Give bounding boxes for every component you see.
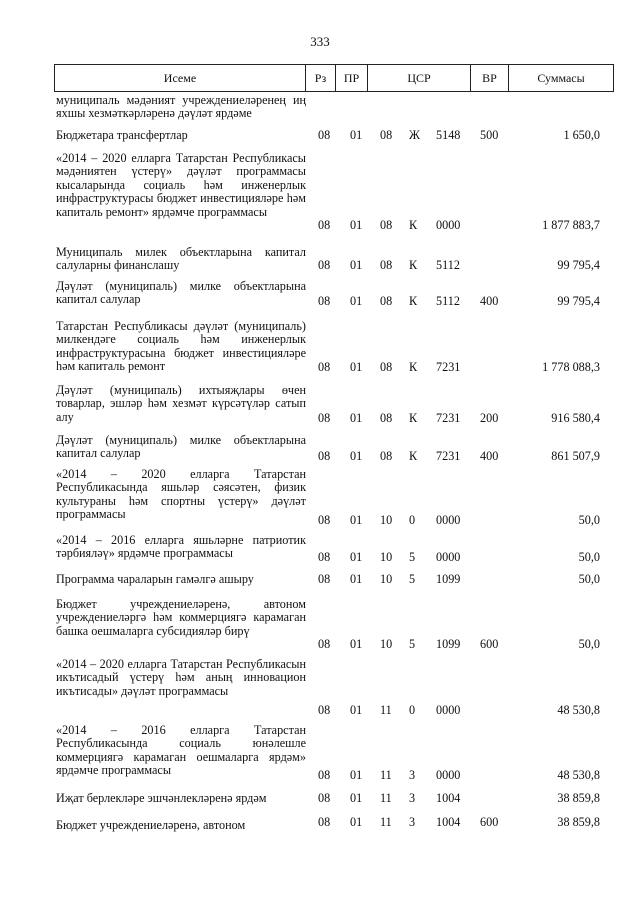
- row-csr-2: К: [409, 449, 418, 463]
- row-sum: 50,0: [578, 572, 600, 586]
- row-csr-1: 11: [380, 768, 392, 782]
- row-rz: 08: [318, 411, 331, 425]
- row-pr: 01: [350, 815, 363, 829]
- row-csr-2: К: [409, 258, 418, 272]
- row-rz: 08: [318, 449, 331, 463]
- row-csr-3: 0000: [436, 768, 461, 782]
- row-rz: 08: [318, 768, 331, 782]
- row-sum: 50,0: [578, 550, 600, 564]
- row-csr-2: 5: [409, 572, 416, 586]
- row-csr-1: 08: [380, 411, 393, 425]
- row-pr: 01: [350, 550, 363, 564]
- row-pr: 01: [350, 572, 363, 586]
- row-csr-1: 10: [380, 637, 393, 651]
- row-pr: 01: [350, 637, 363, 651]
- row-name: «2014 – 2020 елларга Татарстан Республикасы мәдәниятен үстерү» дәүләт программасы кысаларында социаль һәм инженерлык инфраструктурасы бюджет инвестицияләре һәм капиталь ремонт» ярдәмче программасы: [56, 151, 306, 219]
- row-sum: 38 859,8: [557, 815, 600, 829]
- row-csr-1: 08: [380, 218, 393, 232]
- row-csr-3: 0000: [436, 703, 461, 717]
- row-rz: 08: [318, 294, 331, 308]
- row-name: Муниципаль милек объектларына капитал салуларны финанслашу: [56, 245, 306, 273]
- row-sum: 38 859,8: [557, 791, 600, 805]
- row-name: Татарстан Республикасы дәүләт (муниципаль) милкендәге социаль һәм инженерлык инфраструктурасына бюджет инвестицияләре һәм капиталь ремонт: [56, 319, 306, 374]
- row-rz: 08: [318, 637, 331, 651]
- header-pr: ПР: [335, 65, 367, 91]
- row-pr: 01: [350, 768, 363, 782]
- row-rz: 08: [318, 572, 331, 586]
- row-pr: 01: [350, 128, 363, 142]
- row-vr: 400: [480, 449, 499, 463]
- row-sum: 861 507,9: [551, 449, 600, 463]
- row-csr-3: 0000: [436, 513, 461, 527]
- row-name: «2014 – 2020 елларга Татарстан Республикасын икътисадый үстерү һәм аның инновацион икътисады» дәүләт программасы: [56, 657, 306, 698]
- row-pr: 01: [350, 703, 363, 717]
- row-vr: 200: [480, 411, 499, 425]
- page-number: 333: [310, 34, 330, 49]
- row-name: Бюджет учреждениеләренә, автоном учреждениеләргә һәм коммерциягә карамаган башка оешмаларга субсидияләр бирү: [56, 597, 306, 638]
- row-csr-1: 08: [380, 128, 393, 142]
- row-csr-1: 11: [380, 703, 392, 717]
- row-name: Дәүләт (муниципаль) милке объектларына капитал салулар: [56, 433, 306, 461]
- row-csr-1: 08: [380, 449, 393, 463]
- table-header: [54, 64, 614, 92]
- row-pr: 01: [350, 791, 363, 805]
- row-pr: 01: [350, 513, 363, 527]
- row-name: Программа чараларын гамәлгә ашыру: [56, 572, 254, 586]
- row-csr-2: 5: [409, 637, 416, 651]
- row-csr-1: 10: [380, 513, 393, 527]
- row-vr: 600: [480, 815, 499, 829]
- row-name: Бюджетара трансфертлар: [56, 128, 188, 142]
- row-csr-2: 3: [409, 768, 416, 782]
- row-rz: 08: [318, 128, 331, 142]
- row-csr-3: 7231: [436, 360, 461, 374]
- row-csr-3: 5112: [436, 258, 460, 272]
- header-vr: ВР: [470, 65, 508, 91]
- row-name: «2014 – 2016 елларга яшьләрне патриотик тәрбияләү» ярдәмче программасы: [56, 533, 306, 561]
- row-csr-2: Ж: [409, 128, 420, 142]
- row-rz: 08: [318, 703, 331, 717]
- row-sum: 1 778 088,3: [542, 360, 600, 374]
- row-pr: 01: [350, 411, 363, 425]
- row-csr-2: К: [409, 294, 418, 308]
- row-rz: 08: [318, 791, 331, 805]
- row-rz: 08: [318, 258, 331, 272]
- row-name: Бюджет учреждениеләренә, автоном: [56, 818, 246, 832]
- row-csr-1: 10: [380, 572, 393, 586]
- row-name: «2014 – 2020 елларга Татарстан Республикасында яшьләр сәясәтен, физик культураны һәм спортны үстерү» дәүләт программасы: [56, 467, 306, 522]
- row-csr-2: К: [409, 218, 418, 232]
- row-csr-1: 10: [380, 550, 393, 564]
- row-sum: 1 650,0: [563, 128, 600, 142]
- row-pr: 01: [350, 360, 363, 374]
- row-sum: 48 530,8: [557, 768, 600, 782]
- row-rz: 08: [318, 550, 331, 564]
- row-csr-2: К: [409, 360, 418, 374]
- row-name: Дәүләт (муниципаль) ихтыяҗлары өчен товарлар, эшләр һәм хезмәт күрсәтүләр сатып алу: [56, 383, 306, 424]
- row-csr-2: К: [409, 411, 418, 425]
- row-rz: 08: [318, 360, 331, 374]
- row-name: муниципаль мәдәният учреждениеләренең иң яхшы хезмәткәрләренә дәүләт ярдәме: [56, 93, 306, 121]
- row-csr-3: 1004: [436, 791, 461, 805]
- row-name: «2014 – 2016 елларга Татарстан Республикасында социаль юнәлешле коммерциягә карамаган оешмаларга ярдәм» ярдәмче программасы: [56, 723, 306, 778]
- row-csr-2: 0: [409, 703, 416, 717]
- row-csr-3: 5148: [436, 128, 461, 142]
- row-csr-1: 11: [380, 815, 392, 829]
- row-csr-1: 08: [380, 360, 393, 374]
- row-csr-2: 0: [409, 513, 416, 527]
- row-vr: 600: [480, 637, 499, 651]
- header-sum: Суммасы: [508, 65, 613, 91]
- row-vr: 400: [480, 294, 499, 308]
- header-csr: ЦСР: [367, 65, 470, 91]
- row-sum: 99 795,4: [557, 258, 600, 272]
- row-csr-1: 08: [380, 258, 393, 272]
- row-pr: 01: [350, 449, 363, 463]
- row-sum: 50,0: [578, 513, 600, 527]
- row-csr-2: 3: [409, 815, 416, 829]
- row-sum: 50,0: [578, 637, 600, 651]
- header-rz: Рз: [305, 65, 335, 91]
- row-pr: 01: [350, 218, 363, 232]
- header-name: Исеме: [163, 71, 197, 85]
- row-csr-3: 1099: [436, 572, 461, 586]
- row-csr-3: 1004: [436, 815, 461, 829]
- row-csr-1: 11: [380, 791, 392, 805]
- row-csr-2: 3: [409, 791, 416, 805]
- row-sum: 916 580,4: [551, 411, 600, 425]
- row-rz: 08: [318, 815, 331, 829]
- row-sum: 99 795,4: [557, 294, 600, 308]
- row-csr-1: 08: [380, 294, 393, 308]
- row-sum: 1 877 883,7: [542, 218, 600, 232]
- row-csr-3: 0000: [436, 218, 461, 232]
- row-csr-3: 7231: [436, 411, 461, 425]
- row-csr-3: 5112: [436, 294, 460, 308]
- row-csr-3: 0000: [436, 550, 461, 564]
- row-csr-2: 5: [409, 550, 416, 564]
- row-rz: 08: [318, 218, 331, 232]
- row-pr: 01: [350, 294, 363, 308]
- row-rz: 08: [318, 513, 331, 527]
- row-name: Иҗат берлекләре эшчәнлекләренә ярдәм: [56, 791, 267, 805]
- row-vr: 500: [480, 128, 499, 142]
- row-pr: 01: [350, 258, 363, 272]
- row-sum: 48 530,8: [557, 703, 600, 717]
- row-csr-3: 1099: [436, 637, 461, 651]
- row-csr-3: 7231: [436, 449, 461, 463]
- row-name: Дәүләт (муниципаль) милке объектларына капитал салулар: [56, 279, 306, 307]
